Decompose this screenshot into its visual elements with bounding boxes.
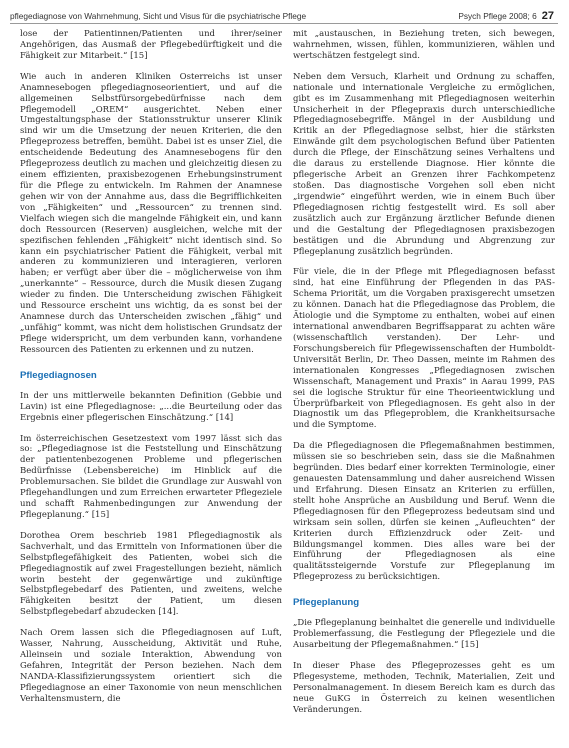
paragraph: Für viele, die in der Pflege mit Pflegediagnosen befasst sind, hat eine Einführung der Pflegenden in das PAS-Schema Priorität, um die Vorgaben praxisgerecht umsetzen zu können. Danach hat die Pflegediagnose das Problem, die Ätiologie und die Symptome zu enthalten, wobei auf einen international anwendbaren Begriffsapparat zu achten wäre (wissenschaftlich verstanden). Der Lehr- und Forschungsbereich für Pflegewissenschaften der Humboldt-Universität Berlin, Dr. Theo Dassen, meinte im Rahmen des internationalen Kongresses „Pflegediagnosen zwischen Wissenschaft, Management und Praxis“ in Aarau 1999, PAS sei die logische Struktur für eine Theorieentwicklung und Überprüfbarkeit von Pflegediagnosen. Es geht also in der Diagnostik um das Pflegeproblem, die Krankheitsursache und die Symptome. (293, 267, 555, 431)
paragraph: In dieser Phase des Pflegeprozesses geht es um Pflegesysteme, methoden, Technik, Materialien, Zeit und Personalmanagement. In diesem Bereich kam es durch das neue GuKG in Österreich zu keinen wesentlichen Veränderungen. (293, 661, 555, 715)
journal-citation (458, 10, 554, 22)
paragraph: Im österreichischen Gesetzestext vom 1997 lässt sich das so: „Pflegediagnose ist die Feststellung und Einschätzung der patientenbezogenen Probleme und pflegerischen Bedürfnisse (Lebensbereiche) im Hinblick auf die Problemursachen. Sie bildet die Grundlage zur Auswahl von Pflegehandlungen und zum Erreichen erwarteter Pflegeziele und schafft Rahmenbedingungen zur Anwendung der Pflegeplanung.“ [15] (20, 433, 282, 520)
paragraph: Dorothea Orem beschrieb 1981 Pflegediagnostik als Sachverhalt, und das Ermitteln von Informationen über die Selbstpflegefähigkeit des Patienten, wobei sich die Pflegediagnostik auf zwei Fragestellungen bezieht, nämlich worin besteht der gegenwärtige und zukünftige Selbstpflegebedarf des Patienten, und zweitens, welche Fähigkeiten besitzt der Patient, um diesen Selbstpflegebedarf abzudecken [14]. (20, 530, 282, 618)
paragraph: Da die Pflegediagnosen die Pflegemaßnahmen bestimmen, müssen sie so beschrieben sein, dass sie die Maßnahmen begründen. Dies bedarf einer korrekten Terminologie, einer genauesten Datensammlung und daher ausreichend Wissen und Erfahrung. Diesen Einsatz an Kriterien zu erfüllen, stellt hohe Ansprüche an Ausbildung und Beruf. Wenn die Pflegediagnosen für den Pflegeprozess bedeutsam sind und wirksam sein sollen, dürfen sie keinen „Aufleuchten“ der Kriterien durch Effizienzdruck oder Zeit- und Bildungsmangel kommen. Dies alles ware bei der Einführung der Pflegediagnosen als eine qualitätssteigernde Vorstufe zur Pflegeplanung im Pflegeprozess zu berücksichtigen. (293, 441, 555, 583)
paragraph: mit „austauschen, in Beziehung treten, sich bewegen, wahrnehmen, wissen, fühlen, kommunizieren, wählen und wertschätzen festgelegt sind. (293, 29, 555, 61)
journal-name: Psych Pflege 2008; 6 (458, 11, 537, 21)
paragraph: In der uns mittlerweile bekannten Definition (Gebbie und Lavin) ist eine Pflegediagnose: „...die Beurteilung oder das Ergebnis einer pflegerischen Einschätzung.“ [14] (20, 390, 282, 423)
page-number: 27 (541, 10, 554, 22)
paragraph: Wie auch in anderen Kliniken Österreichs ist unser Anamnesebogen pflegediagnoseorientiert, und auf die allgemeinen Selbstfürsorgebedürfnisse nach dem Pflegemodell „OREM“ ausgerichtet. Neben einer Umgestaltungsphase der Stationsstruktur unserer Klinik sind wir um die Umsetzung der neuen Kriterien, die den Pflegeprozess betreffen, bemüht. Dabei ist es unser Ziel, die entscheidende Bedeutung des Anamnesebogens für den Pflegeprozess deutlich zu machen und gleichzeitig diesen zu einem effizienten, praxisbezogenen Erhebungsinstrument für die Pflege zu entwickeln. Im Rahmen der Anamnese gehen wir von der Annahme aus, dass die Begrifflichkeiten von „Fähigkeiten“ und „Ressourcen“ zu trennen sind. Vielfach wiegen sich die mangelnde Fähigkeit ein, und kann doch Ressourcen (Reserven) ausgleichen, welche mit der spezifischen fehlenden „Fähigkeit“ nicht identisch sind. So kann ein psychiatrischer Patient die Fähigkeit, verbal mit anderen zu kommunizieren und interagieren, verloren haben; er verfügt aber über die – möglicherweise von ihm „unerkannte“ – Ressource, durch die Musik diesen Zugang wieder zu finden. Die Unterscheidung zwischen Fähigkeit und Ressource erscheint uns wichtig, da es sonst bei der Anamnese durch das Unterscheiden zwischen „fähig“ und „unfähig“ kommt, was nicht dem holistischen Grundsatz der Pflege widerspricht, um dem verbunden kann, vorhandene Ressourcen des Patienten zu erkennen und zu nutzen. (20, 71, 282, 355)
header-rule (10, 23, 558, 24)
right-column (293, 29, 555, 726)
paragraph: Neben dem Versuch, Klarheit und Ordnung zu schaffen, nationale und internationale Vergleiche zu ermöglichen, gibt es im Zusammenhang mit Pflegediagnosen weiterhin Unsicherheit in der Pflegepraxis durch unterschiedliche Pflegediagnosebegriffe. Mängel in der Ausbildung und Kritik an der Pflegediagnose selbst, hier die stärksten Einwände gilt dem psychologischen Befund über Patienten durch die Pflege, der Einschätzung seines Verhaltens und die daraus zu erstellende Diagnose. Hier könnte die pflegerische Arbeit an Grenzen ihrer Fachkompetenz stoßen. Das diagnostische Vorgehen soll eben nicht „irgendwie“ eingeführt werden, wie in einem Buch über Pflegediagnosen richtig festgestellt wird. Es soll aber zusätzlich auch zur Ergänzung ärztlicher Befunde dienen und die Gestaltung der Pflegediagnosen praxisbezogen bestätigen und die Abrundung und Abgrenzung zur Pflegeplanung zusätzlich begründen. (293, 71, 555, 257)
left-column (20, 29, 282, 715)
paragraph: lose der Patientinnen/Patienten und ihrer/seiner Angehörigen, das Ausmaß der Pflegebedürftigkeit und die Fähigkeit zur Mitarbeit.“ [15] (20, 29, 282, 61)
running-header (10, 8, 554, 24)
running-title: pflegediagnose von Wahrnehmung, Sicht und Visus für die psychiatrische Pflege (10, 11, 307, 21)
section-heading: Pflegeplanung (293, 597, 360, 609)
section-heading: Pflegediagnosen (20, 369, 97, 381)
paragraph: Nach Orem lassen sich die Pflegediagnosen auf Luft, Wasser, Nahrung, Ausscheidung, Aktivität und Ruhe, Alleinsein und soziale Interaktion, Abwendung von Gefahren, Integrität der Person beziehen. Nach dem NANDA-Klassifizierungssystem orientiert sich die Pflegediagnose an einer Taxonomie von neun menschlichen Verhaltensmustern, die (20, 628, 282, 704)
paragraph: „Die Pflegeplanung beinhaltet die generelle und individuelle Problemerfassung, die Festlegung der Pflegeziele und die Ausarbeitung der Pflegemaßnahmen.“ [15] (293, 618, 555, 651)
